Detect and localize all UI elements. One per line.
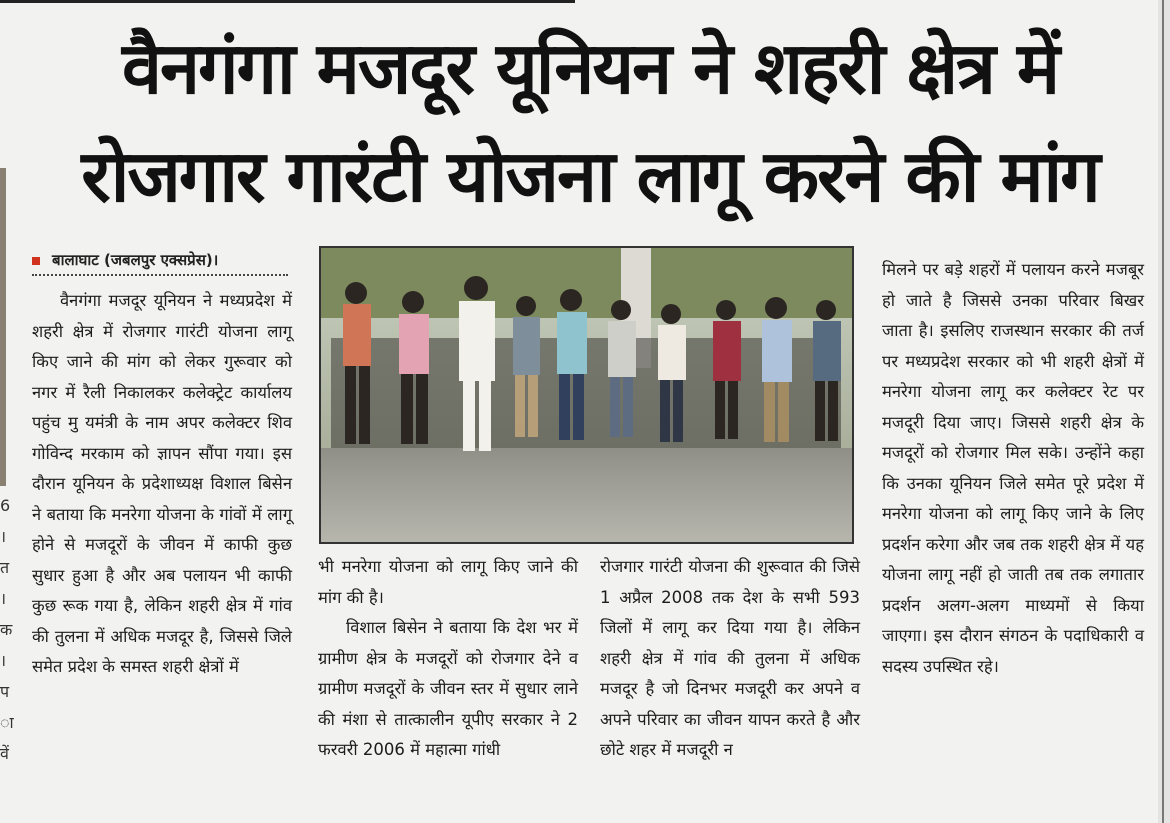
adjacent-column-fragments [0, 490, 12, 769]
bullet-square-icon [32, 257, 40, 265]
page-binding-edge [1158, 0, 1170, 823]
paragraph: विशाल बिसेन ने बताया कि देश भर में ग्रामीण क्षेत्र के मजदूरों को रोजगार देने व ग्रामीण मजदूरों के जीवन स्तर में सुधार लाने की मंशा से तात्कालीन यूपीए सरकार ने 2 फरवरी 2006 में महात्मा गांधी [318, 618, 578, 759]
fragment: वें [0, 744, 9, 763]
article-column-2 [318, 552, 578, 766]
dateline-text: बालाघाट (जबलपुर एक्सप्रेस)। [52, 251, 219, 269]
fragment: 6 [0, 496, 11, 515]
dateline [32, 248, 292, 272]
paragraph: वैनगंगा मजदूर यूनियन ने मध्यप्रदेश में शहरी क्षेत्र में रोजगार गारंटी योजना लागू किए जाने की मांग को लेकर गुरूवार को नगर में रैली निकालकर कलेक्ट्रेट कार्यालय पहुंच मु यमंत्री के नाम अपर कलेक्टर शिव गोविन्द मरकाम को ज्ञापन सौंपा गया। इस दौरान यूनियन के प्रदेशाध्यक्ष विशाल बिसेन ने बताया कि मनरेगा योजना के गांवों में लागू होने से मजदूरों के जीवन में काफी कुछ सुधार हुआ है और अब पलायन भी काफी कुछ रूक गया है, लेकिन शहरी क्षेत्र में गांव की तुलना में अधिक मजदूर है, जिससे जिले समेत प्रदेश के समस्त शहरी क्षेत्रों में [32, 291, 292, 676]
article-column-4 [882, 255, 1144, 682]
fragment: । [0, 651, 7, 670]
headline-line-1: वैनगंगा मजदूर यूनियन ने शहरी क्षेत्र में [121, 26, 1059, 110]
top-rule [0, 0, 575, 3]
fragment: त [0, 558, 10, 577]
fragment: प [0, 682, 10, 701]
adjacent-photo-edge [0, 168, 6, 486]
fragment: । [0, 527, 7, 546]
news-photo [319, 246, 854, 544]
dotted-rule [32, 274, 288, 276]
fragment: ा [0, 713, 14, 732]
paragraph: भी मनरेगा योजना को लागू किए जाने की मांग की है। [318, 557, 578, 607]
article-column-3 [600, 552, 860, 766]
article-column-1 [32, 286, 292, 683]
fragment: क [0, 620, 13, 639]
group-photo-illustration [321, 248, 852, 542]
fragment: । [0, 589, 7, 608]
headline-line-2: रोजगार गारंटी योजना लागू करने की मांग [81, 134, 1099, 218]
paragraph: रोजगार गारंटी योजना की शुरूवात की जिसे 1 अप्रैल 2008 तक देश के सभी 593 जिलों में लागू कर दिया गया है। लेकिन शहरी क्षेत्र में गांव की तुलना में अधिक मजदूर है जो दिनभर मजदूरी कर अपने व अपने परिवार का जीवन यापन करते है और छोटे शहर में मजदूरी न [600, 557, 860, 759]
paragraph: मिलने पर बड़े शहरों में पलायन करने मजबूर हो जाते है जिससे उनका परिवार बिखर जाता है। इसलिए राजस्थान सरकार की तर्ज पर मध्यप्रदेश सरकार को भी शहरी क्षेत्रों में मनरेगा योजना लागू कर कलेक्टर रेट पर मजदूरी दिया जाए। जिससे शहरी क्षेत्र के मजदूरों को रोजगार मिल सके। उन्होंने कहा कि उनका यूनियन जिले समेत पूरे प्रदेश में मनरेगा योजना को लागू किए जाने के लिए प्रदर्शन करेगा और जब तक शहरी क्षेत्र में यह योजना लागू नहीं हो जाती तब तक लगातार प्रदर्शन अलग-अलग माध्यमों से किया जाएगा। इस दौरान संगठन के पदाधिकारी व सदस्य उपस्थित रहे। [882, 260, 1144, 676]
